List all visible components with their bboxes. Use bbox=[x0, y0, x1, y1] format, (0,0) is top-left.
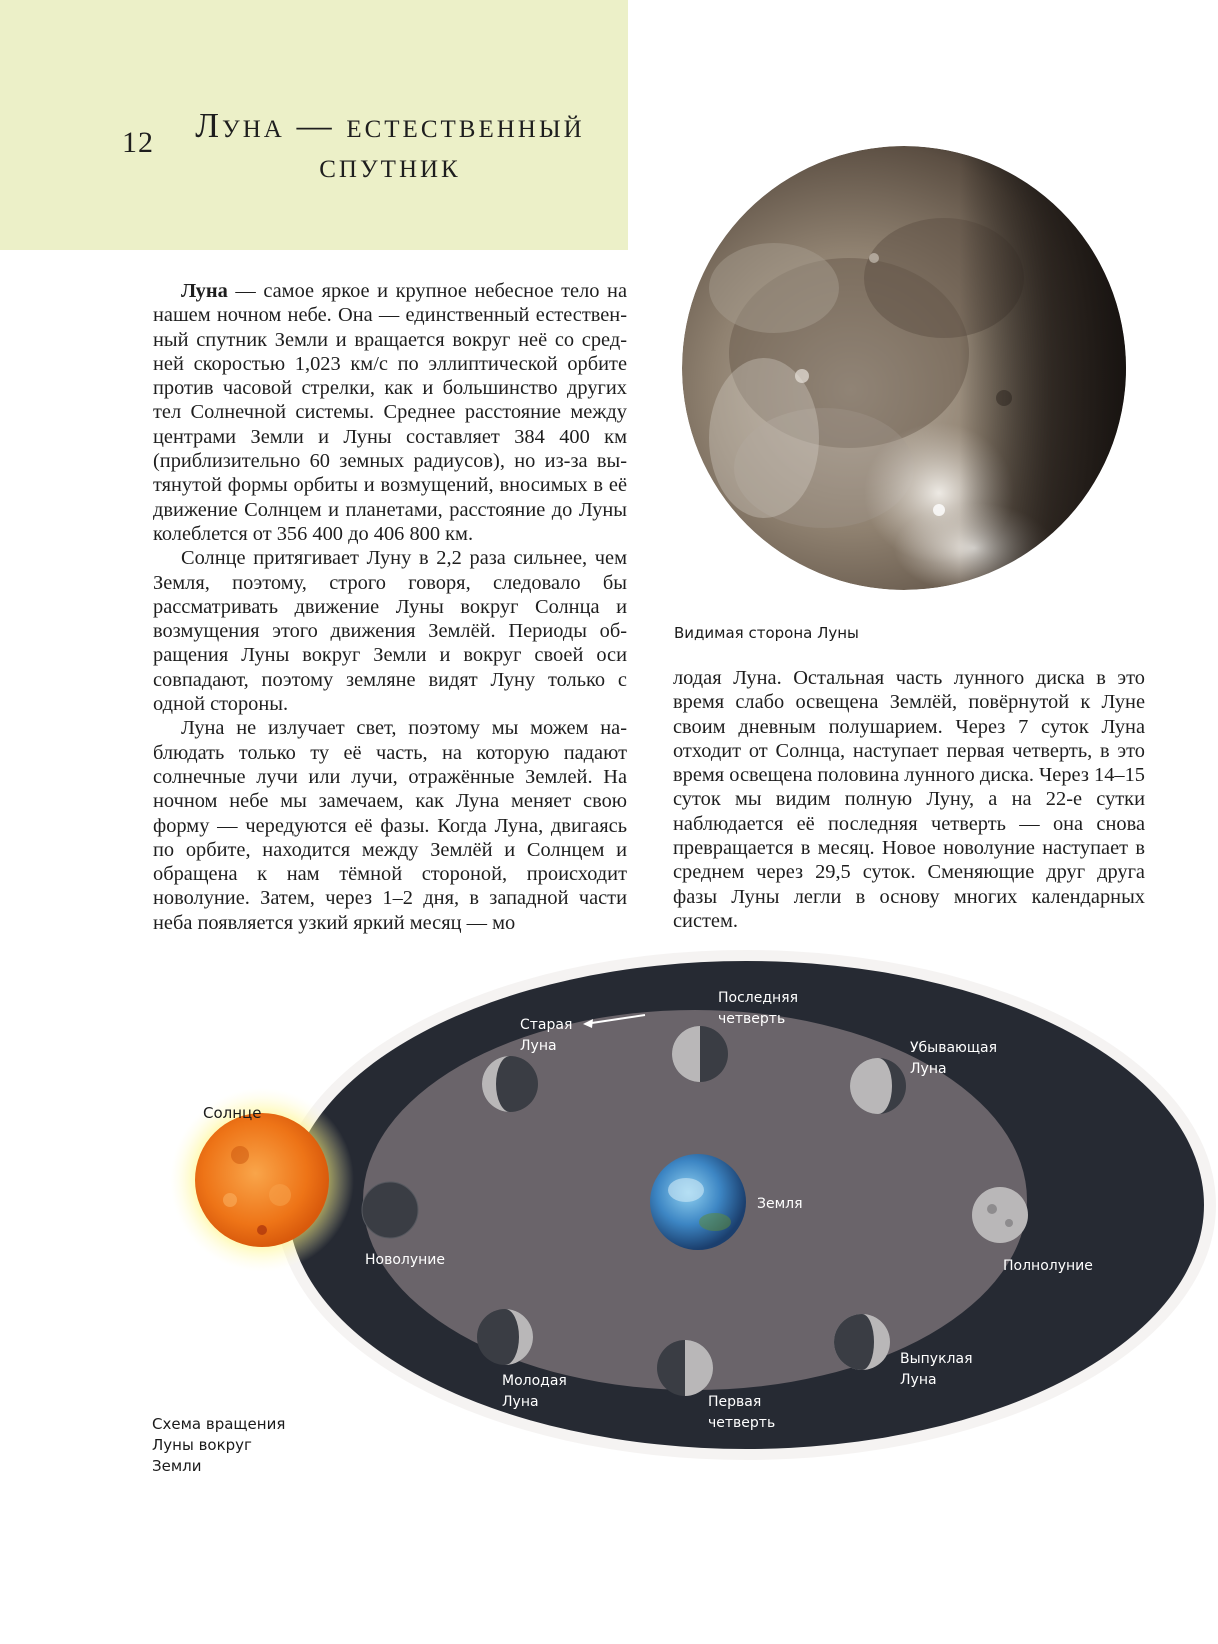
moon-phase-gibbous bbox=[834, 1314, 890, 1370]
paragraph-2: Солнце притягивает Луну в 2,2 раза сильнее, чем Земля, поэтому, строго говоря, следовало бы рассматривать движение Луны вокруг Солнца и возмущения этого движения Землёй. Периоды обращения Луны вокруг Земли и вокруг своей оси совпадают, поэтому земляне видят Луну только с одной стороны. bbox=[153, 547, 627, 716]
last-quarter-label-2: четверть bbox=[718, 1011, 786, 1027]
young-label-2: Луна bbox=[502, 1394, 539, 1410]
text-column-left bbox=[153, 279, 627, 935]
scheme-caption-line-2: Луны вокруг bbox=[152, 1436, 252, 1454]
full-moon-label: Полнолуние bbox=[1003, 1258, 1093, 1274]
old-moon-label-1: Старая bbox=[520, 1017, 573, 1033]
page-number: 12 bbox=[122, 126, 154, 159]
scheme-caption-line-1: Схема вращения bbox=[152, 1415, 286, 1433]
scheme-caption bbox=[152, 1414, 285, 1477]
lead-term: Луна bbox=[181, 280, 228, 302]
paragraph-1 bbox=[153, 279, 627, 546]
paragraph-4: лодая Луна. Остальная часть лунного диска в это время слабо освещена Землёй, повёрнутой к Луне своим дневным полушарием. Через 7 суток Луна отходит от Солнца, наступает первая четверть, в это время освещена половина лунного диска. Через 14–15 суток мы видим полную Луну, а на 22-е сутки наблюдается её последняя четверть — она снова превращается в месяц. Новое новолуние наступает в среднем через 29,5 суток. Сменяющие друг друга фазы Луны легли в основу многих календарных систем. bbox=[673, 667, 1145, 932]
first-quarter-label-2: четверть bbox=[708, 1415, 776, 1431]
moon-phase-old bbox=[482, 1056, 538, 1112]
waning-label-1: Убывающая bbox=[910, 1040, 998, 1056]
new-moon-label: Новолуние bbox=[365, 1252, 446, 1268]
moon-photo bbox=[674, 138, 1134, 598]
moon-phase-last-quarter bbox=[672, 1026, 728, 1082]
paragraph-3: Луна не излучает свет, поэтому мы можем наблюдать только ту её часть, на которую падают солнечные лучи или лучи, отражённые Землей. На ночном небе мы замечаем, как Луна меняет свою форму — чередуются её фазы. Когда Луна, двигаясь по орбите, находится между Землёй и Солнцем и обращена к нам тёмной стороной, происходит новолуние. Затем, через 1–2 дня, в западной части неба появляется узкий яркий месяц — мо bbox=[153, 717, 627, 934]
moon-phase-waning bbox=[850, 1058, 906, 1114]
gibbous-label-2: Луна bbox=[900, 1372, 937, 1388]
scheme-caption-line-3: Земли bbox=[152, 1457, 202, 1475]
waning-label-2: Луна bbox=[910, 1061, 947, 1077]
earth-label: Земля bbox=[757, 1196, 803, 1212]
young-label-1: Молодая bbox=[502, 1373, 567, 1389]
sun-label: Солнце bbox=[203, 1104, 262, 1122]
page-title-line-1: Луна — естественный bbox=[195, 106, 585, 145]
paragraph-1-text: — самое яркое и крупное небесное тело на нашем ночном небе. Она — единственный естественный спутник Земли и вращается вокруг неё со средней скоростью 1,023 км/с по эллиптической орбите против часовой стрелки, как и большинство других тел Солнечной системы. Среднее расстояние между центрами Земли и Луны составляет 384 400 км (приблизительно 60 земных радиусов), но из-за вытянутой формы орбиты и возмущений, вносимых в её движение Солнцем и планетами, расстояние до Луны колеблется от 356 400 до 406 800 км. bbox=[153, 280, 627, 545]
first-quarter-label-1: Первая bbox=[708, 1394, 762, 1410]
page-title-line-2: спутник bbox=[319, 146, 461, 185]
moon-phase-young bbox=[477, 1309, 533, 1365]
moon-phase-full bbox=[972, 1187, 1028, 1243]
moon-phase-first-quarter bbox=[657, 1340, 713, 1396]
gibbous-label-1: Выпуклая bbox=[900, 1351, 973, 1367]
old-moon-label-2: Луна bbox=[520, 1038, 557, 1054]
earth-icon bbox=[650, 1154, 746, 1250]
moon-phase-new bbox=[362, 1182, 418, 1238]
page-title bbox=[160, 106, 620, 186]
last-quarter-label-1: Последняя bbox=[718, 990, 799, 1006]
moon-caption: Видимая сторона Луны bbox=[674, 624, 859, 642]
text-column-right bbox=[673, 666, 1145, 933]
